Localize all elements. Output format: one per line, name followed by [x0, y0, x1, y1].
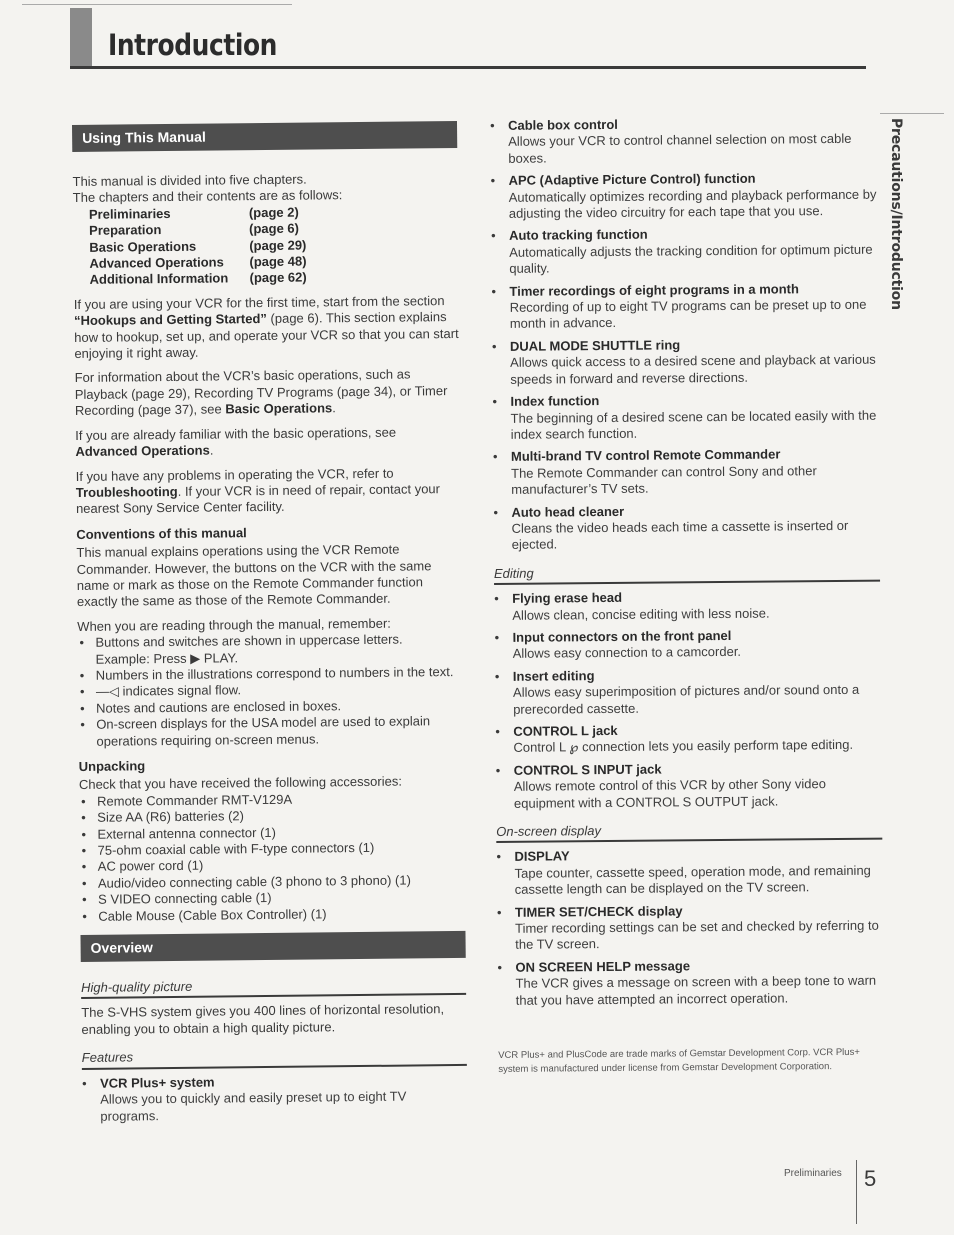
intro-text — [73, 170, 458, 207]
list-item: • Audio/video connecting cable (3 phono to 3 phono) (1) — [80, 872, 465, 892]
control-l-icon: ℘ — [569, 739, 579, 755]
chapter-list — [89, 203, 459, 289]
onscreen-heading: On-screen display — [496, 821, 882, 844]
chapter-page: (page 2) — [248, 204, 299, 220]
using-manual-heading: Using This Manual — [72, 121, 457, 152]
title-rule — [70, 66, 866, 69]
remember-text: When you are reading through the manual, remember: — [77, 615, 391, 634]
feature-item: • ON SCREEN HELP message The VCR gives a message on screen with a beep tone to warn that you have attempted an incorrect operation. — [497, 956, 883, 1009]
side-tab: Precautions/Introduction — [888, 118, 904, 310]
feature-item: • Auto tracking function Automatically adjusts the tracking condition for optimum picture quality. — [491, 225, 877, 278]
feature-item: • APC (Adaptive Picture Control) function Automatically optimizes recording and playback performance by adjusting the video circuitry for each tape that you use. — [490, 170, 876, 223]
chapter-page: (page 6) — [249, 220, 300, 237]
editing-heading: Editing — [494, 562, 880, 585]
signal-flow-icon: —◁ — [95, 683, 120, 700]
list-item: • Cable Mouse (Cable Box Controller) (1) — [80, 905, 465, 925]
chapter-name: Additional Information — [89, 270, 229, 288]
first-time-paragraph: If you are using your VCR for the first time, start from the section “Hookups and Getting Started” (page 6). This section explains how to hookup, set up, and operate your VCR so that you can start enjoying it right away. — [73, 292, 459, 362]
intro-line: This manual is divided into five chapters. — [72, 171, 307, 189]
feature-item: • Auto head cleaner Cleans the video heads each time a cassette is inserted or ejected. — [493, 501, 879, 554]
advanced-ops-paragraph: If you are already familiar with the basic operations, see Advanced Operations. — [75, 424, 397, 460]
list-item: • AC power cord (1) — [80, 855, 465, 875]
remember-list — [77, 631, 463, 750]
trademark-footnote: VCR Plus+ and PlusCode are trade marks of Gemstar Development Corp. VCR Plus+ system is manufactured under license from Gemstar Development Corporation. — [498, 1046, 860, 1076]
overview-heading: Overview — [80, 931, 465, 962]
list-item: • S VIDEO connecting cable (1) — [80, 888, 465, 908]
accessories-list — [79, 790, 465, 925]
list-item: • Remote Commander RMT-V129A — [79, 790, 464, 810]
feature-item: • DISPLAY Tape counter, cassette speed, operation mode, and remaining cassette length can be displayed on the TV screen. — [496, 846, 882, 899]
feature-item: • Multi-brand TV control Remote Commander The Remote Commander can control Sony and other manufacturer’s TV sets. — [493, 446, 879, 499]
right-column — [490, 115, 884, 1077]
chapter-name: Advanced Operations — [89, 254, 224, 271]
list-item: • Buttons and switches are shown in uppercase letters. Example: Press ▶ PLAY. — [77, 631, 462, 668]
footer-section: Preliminaries — [784, 1168, 842, 1179]
chapter-name: Basic Operations — [89, 238, 197, 255]
chapter-page: (page 29) — [249, 237, 307, 253]
list-item: • External antenna connector (1) — [79, 823, 464, 843]
chapter-row — [90, 268, 459, 288]
features-heading: Features — [82, 1046, 467, 1069]
footer-divider — [856, 1160, 857, 1224]
title-accent-bar — [70, 8, 92, 66]
list-item: • —◁ indicates signal flow. — [78, 680, 463, 700]
conventions-heading: Conventions of this manual — [76, 524, 247, 542]
feature-item: • Flying erase head Allows clean, concise editing with less noise. — [494, 588, 880, 624]
list-item: • 75-ohm coaxial cable with F-type connectors (1) — [80, 839, 465, 859]
troubleshooting-paragraph: If you have any problems in operating the VCR, refer to Troubleshooting. If your VCR is in need of repair, contact your nearest Sony Service Center facility. — [75, 465, 441, 517]
side-tab-line — [880, 113, 944, 114]
chapter-name: Preliminaries — [88, 205, 171, 222]
feature-desc: Allows you to quickly and easily preset up to eight TV programs. — [100, 1088, 407, 1124]
feature-item: • Timer recordings of eight programs in a month Recording of up to eight TV programs can be preset up to one month in advance. — [491, 280, 877, 333]
left-column — [72, 121, 468, 1131]
feature-item: • TIMER SET/CHECK display Timer recording settings can be set and checked by referring to the TV screen. — [497, 901, 883, 954]
feature-item: • CONTROL S INPUT jack Allows remote control of this VCR by other Sony video equipment with a CONTROL S OUTPUT jack. — [496, 759, 882, 812]
basic-ops-paragraph: For information about the VCR’s basic operations, such as Playback (page 29), Recording TV Programs (page 34), or Timer Recording (page 37), see Basic Operations. — [74, 366, 448, 419]
intro-line: The chapters and their contents are as follows: — [72, 187, 343, 206]
feature-item: • DUAL MODE SHUTTLE ring Allows quick access to a desired scene and playback at various speeds in forward and reverse directions. — [492, 335, 878, 388]
feature-item: • CONTROL L jack Control L ℘ connection lets you easily perform tape editing. — [495, 721, 881, 757]
feature-item: • Insert editing Allows easy superimposition of pictures and/or sound onto a prerecorded cassette. — [495, 665, 881, 718]
high-quality-heading: High-quality picture — [81, 976, 466, 999]
conventions-text: This manual explains operations using the VCR Remote Commander. However, the buttons on the VCR with the same name or mark as those on the Remote Commander function exactly the same as those of the Remote Commander. — [76, 541, 432, 610]
list-item: • Numbers in the illustrations correspond to numbers in the text. — [78, 664, 463, 684]
unpacking-heading: Unpacking — [78, 758, 146, 774]
chapter-page: (page 62) — [249, 269, 307, 286]
chapter-page: (page 48) — [249, 253, 307, 270]
feature-item: • Cable box control Allows your VCR to control channel selection on most cable boxes. — [490, 115, 876, 168]
high-quality-text: The S-VHS system gives you 400 lines of horizontal resolution, enabling you to obtain a high quality picture. — [81, 1001, 445, 1037]
chapter-name: Preparation — [89, 222, 162, 239]
list-item: • Notes and cautions are enclosed in boxes. — [78, 697, 463, 717]
unpacking-text: Check that you have received the following accessories: — [78, 773, 402, 793]
page-number: 5 — [864, 1166, 877, 1191]
page-title: Introduction — [108, 28, 277, 62]
feature-item — [82, 1072, 467, 1125]
top-edge-line — [22, 4, 292, 5]
list-item: • Size AA (R6) batteries (2) — [79, 806, 464, 826]
feature-item: • Input connectors on the front panel Allows easy connection to a camcorder. — [494, 627, 880, 663]
feature-item: • Index function The beginning of a desired scene can be located easily with the index search function. — [492, 391, 878, 444]
feature-title: • VCR Plus+ system — [99, 1074, 215, 1091]
list-item: • On-screen displays for the USA model are used to explain operations requiring on-screen menus. — [78, 713, 463, 750]
